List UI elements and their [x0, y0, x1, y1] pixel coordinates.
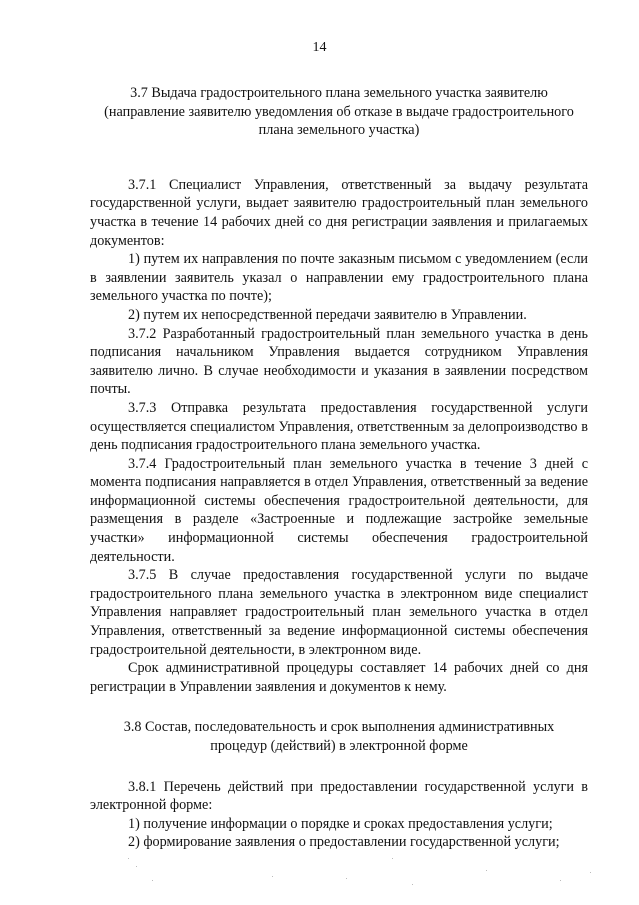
paragraph-3-8-1-item-1: 1) получение информации о порядке и сроках предоставления услуги; [128, 815, 553, 832]
paragraph-3-7-3: 3.7.3 Отправка результата предоставления государственной услуги осуществляется специалистом Управления, ответственным за делопроизводство в день подписания градостроительного плана земельного участка. [90, 399, 588, 454]
paragraph-3-7-4: 3.7.4 Градостроительный план земельного участка в течение 3 дней с момента подписания направляется в отдел Управления, ответственный за ведение информационной системы обеспечения градостроительной деятельности, для размещения в разделе «Застроенные и подлежащие застройке земельные участки» информационной системы обеспечения градостроительной деятельности. [90, 455, 588, 565]
paragraph-3-7-1-item-1: 1) путем их направления по почте заказным письмом с уведомлением (если в заявлении заявитель указал о направлении ему градостроительного плана земельного участка по почте); [90, 251, 588, 305]
paragraph-procedure-term: Срок административной процедуры составляет 14 рабочих дней со дня регистрации в Управлении заявления и документов к нему. [90, 660, 588, 695]
paragraph-3-8-1: 3.8.1 Перечень действий при предоставлении государственной услуги в электронной форме: [90, 778, 588, 814]
page-content [90, 84, 588, 852]
paragraph-3-7-2: 3.7.2 Разработанный градостроительный план земельного участка в день подписания начальником Управления выдается сотрудником Управления заявителю лично. В случае необходимости и указания в заявлении посредством почты. [90, 325, 588, 398]
paragraph-3-7-5: 3.7.5 В случае предоставления государственной услуги по выдаче градостроительного плана земельного участка в электронном виде специалист Управления направляет градостроительный план земельного участка в отдел Управления, ответственный за ведение информационной системы обеспечения градостроительной деятельности, в электронном виде. [90, 567, 588, 658]
page-number: 14 [312, 40, 327, 55]
paragraph-3-7-1: 3.7.1 Специалист Управления, ответственный за выдачу результата государственной услуги, выдает заявителю градостроительный план земельного участка в течение 14 рабочих дней со дня регистрации заявления и прилагаемых документов: [90, 176, 588, 249]
section-3-8-heading: 3.8 Состав, последовательность и срок выполнения административных процедур (действий) в электронной форме [123, 719, 555, 754]
paragraph-3-8-1-item-2: 2) формирование заявления о предоставлении государственной услуги; [128, 834, 560, 851]
section-3-7-heading: 3.7 Выдача градостроительного плана земельного участка заявителю (направление заявителю уведомления об отказе в выдаче градостроительного плана земельного участка) [104, 85, 574, 139]
paragraph-3-7-1-item-2: 2) путем их непосредственной передачи заявителю в Управлении. [128, 306, 527, 323]
